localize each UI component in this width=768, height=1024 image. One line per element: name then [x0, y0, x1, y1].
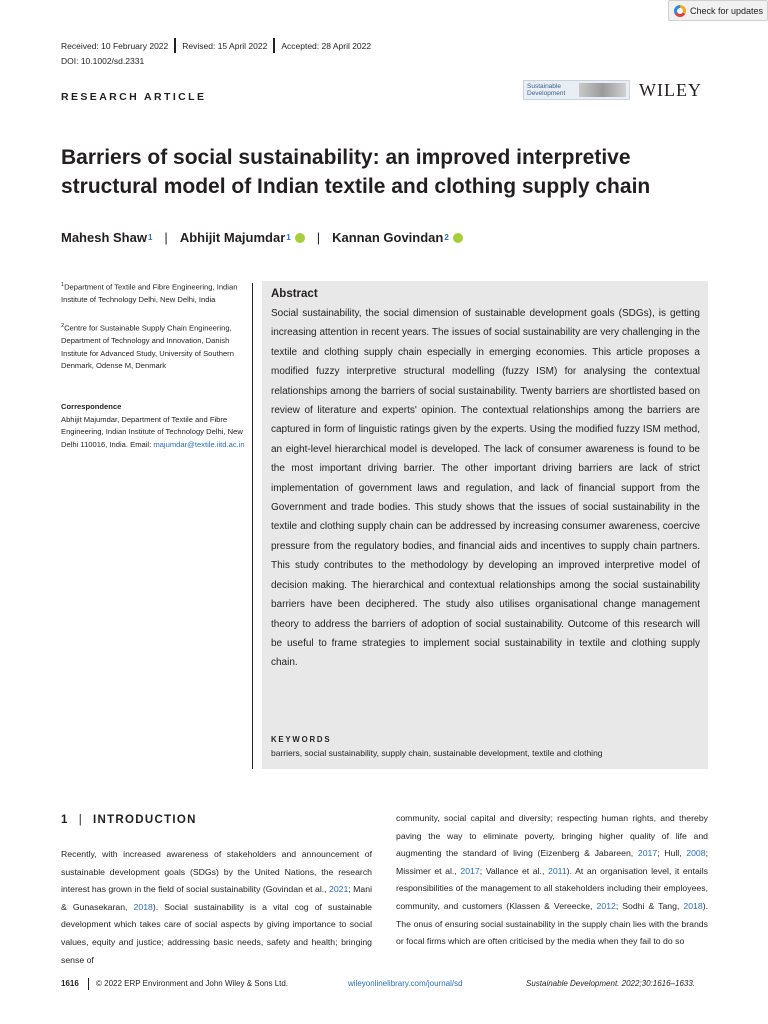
correspondence [61, 401, 246, 451]
body-text: Recently, with increased awareness of stakeholders and announcement of sustainable development goals (SDGs) by the United Nations, the research interest has grown in the field of social sustainability (Govindan et al., [61, 849, 372, 895]
body-text: ; Sodhi & Tang, [615, 900, 684, 911]
correspondence-address: Abhijit Majumdar, Department of Textile and Fibre Engineering, Indian Institute of Technology Delhi, New Delhi 110016, India. [61, 414, 243, 449]
body-text: ). The onus of ensuring social sustainability in the supply chain lies with the brands or focal firms which are often criticised by the media when they fail to do so [396, 900, 708, 947]
author-affiliation-mark: 1 [286, 233, 291, 242]
citation-link[interactable]: 2017 [460, 865, 480, 876]
body-text: community, social capital and diversity; respecting human rights, and thereby paving the way to eliminate poverty, bringing higher quality of life and augmenting the standard of living (Eizenberg & Jabareen, [396, 813, 708, 859]
copyright: © 2022 ERP Environment and John Wiley & Sons Ltd. [96, 979, 289, 988]
author-list [61, 230, 463, 245]
author-name[interactable]: Abhijit Majumdar [179, 230, 286, 245]
publisher-logo: WILEY [639, 80, 702, 100]
section-title: INTRODUCTION [93, 814, 197, 826]
affiliation [61, 320, 246, 373]
doi: DOI: 10.1002/sd.2331 [61, 56, 145, 66]
author-affiliation-mark: 2 [444, 233, 449, 242]
author-separator: | [316, 230, 321, 245]
body-column-right [396, 810, 708, 951]
revised-date: Revised: 15 April 2022 [182, 40, 268, 51]
body-column-left [61, 846, 372, 969]
author-name[interactable]: Kannan Govindan [332, 230, 444, 245]
correspondence-text [61, 414, 246, 452]
affiliation-text: Centre for Sustainable Supply Chain Engineering, Department of Technology and Innovation, Danish Institute for Advanced Study, University of Southern Denmark, Odense M, Denmark [61, 323, 234, 371]
section-number: 1 [61, 814, 69, 826]
accepted-date: Accepted: 28 April 2022 [281, 40, 372, 51]
author-separator: | [164, 230, 168, 245]
article-dates [61, 38, 371, 53]
article-title: Barriers of social sustainability: an improved interpretive structural model of Indian textile and clothing supply chain [61, 146, 651, 198]
section-heading [61, 814, 197, 826]
abstract-text: Social sustainability, the social dimension of sustainable development goals (SDGs), is getting increasing attention in recent years. The issues of social sustainability are very challenging in the textile and clothing supply chain especially in emerging economies. This article proposes a modified fuzzy interpretive structural modelling (fuzzy ISM) for analysing the contextual relationships among the barriers of social sustainability. Twenty barriers are shortlisted based on review of literature and experts' opinion. The contextual relationships among the barriers are captured in form of linguistic ratings given by the experts. Using the modified fuzzy ISM method, an eight-level hierarchical model is developed. The lack of consumer awareness is found to be the most important driving barrier. The other important driving barriers are lack of strict implementation of government laws and regulation, and lack of financial support from the Government and trade bodies. This study shows that the issues of social sustainability in the textile and clothing supply chain can be addressed by increasing consumer awareness, coercive pressure from the regulatory bodies, and financial aids and incentives to supply chain partners. This study contributes to the methodology by developing an improved interpretive model of decision making. The hierarchical and contextual relationships among the social sustainability barriers have been deciphered. The study also utilises organisational change management theory to address the barriers of adoption of social sustainability. Outcome of this research will be useful to frame strategies to implement social sustainability in textile and clothing supply chain. [271, 308, 700, 669]
divider [174, 38, 176, 53]
affiliation-text: Department of Textile and Fibre Engineering, Indian Institute of Technology Delhi, New Delhi, India [61, 282, 238, 305]
author-name[interactable]: Mahesh Shaw [61, 230, 147, 245]
affiliation [61, 279, 246, 307]
divider [273, 38, 275, 53]
journal-logo-text: Sustainable Development [527, 83, 566, 97]
journal-logo [523, 80, 630, 100]
affiliation-mark: 1 [61, 282, 65, 288]
article-type: RESEARCH ARTICLE [61, 91, 207, 103]
body-text: ). At an organisation level, it entails responsibilities of the management to all stakeholders including their employees, community, and customers (Klassen & Vereecke, [396, 865, 708, 911]
affiliation-mark: 2 [61, 323, 65, 329]
journal-citation: Sustainable Development. 2022;30:1616–1633. [526, 979, 696, 988]
section-separator: | [78, 814, 83, 826]
divider [252, 283, 253, 769]
keywords-heading: KEYWORDS [271, 735, 332, 744]
citation-link[interactable]: 2011 [547, 865, 567, 876]
body-text: ; Hull, [657, 848, 687, 859]
page-number: 1616 [61, 979, 79, 988]
body-text: ). Social sustainability is a vital cog of sustainable development which takes care of social aspects by giving importance to social values, equity and justice; addressing basic needs, safety and health; bringing sense of [61, 901, 372, 965]
received-date: Received: 10 February 2022 [61, 40, 169, 51]
body-text: ; Missimer et al., [396, 848, 708, 876]
check-for-updates-button[interactable] [668, 0, 768, 21]
author-affiliation-mark: 1 [147, 233, 153, 242]
crossmark-icon [674, 5, 686, 17]
citation-link[interactable]: 2017 [637, 848, 658, 859]
body-text: ; Vallance et al., [479, 865, 548, 876]
citation-link[interactable]: 2018 [683, 900, 703, 911]
citation-link[interactable]: 2008 [686, 848, 706, 859]
citation-link[interactable]: 2021 [329, 884, 349, 895]
body-text: ; Mani & Gunasekaran, [61, 884, 373, 912]
divider [88, 978, 89, 990]
check-for-updates-label: Check for updates [690, 5, 764, 16]
keywords: barriers, social sustainability, supply chain, sustainable development, textile and clothing [271, 748, 603, 758]
correspondence-heading: Correspondence [61, 402, 122, 411]
journal-logo-image [579, 83, 626, 97]
citation-link[interactable]: 2012 [596, 900, 616, 911]
email-link[interactable]: majumdar@textile.iitd.ac.in [153, 439, 245, 449]
journal-url-link[interactable]: wileyonlinelibrary.com/journal/sd [348, 979, 463, 988]
email-label: Email: [130, 439, 152, 449]
abstract-heading: Abstract [271, 288, 318, 300]
citation-link[interactable]: 2018 [133, 901, 153, 912]
orcid-icon[interactable] [295, 233, 305, 243]
orcid-icon[interactable] [453, 233, 463, 243]
